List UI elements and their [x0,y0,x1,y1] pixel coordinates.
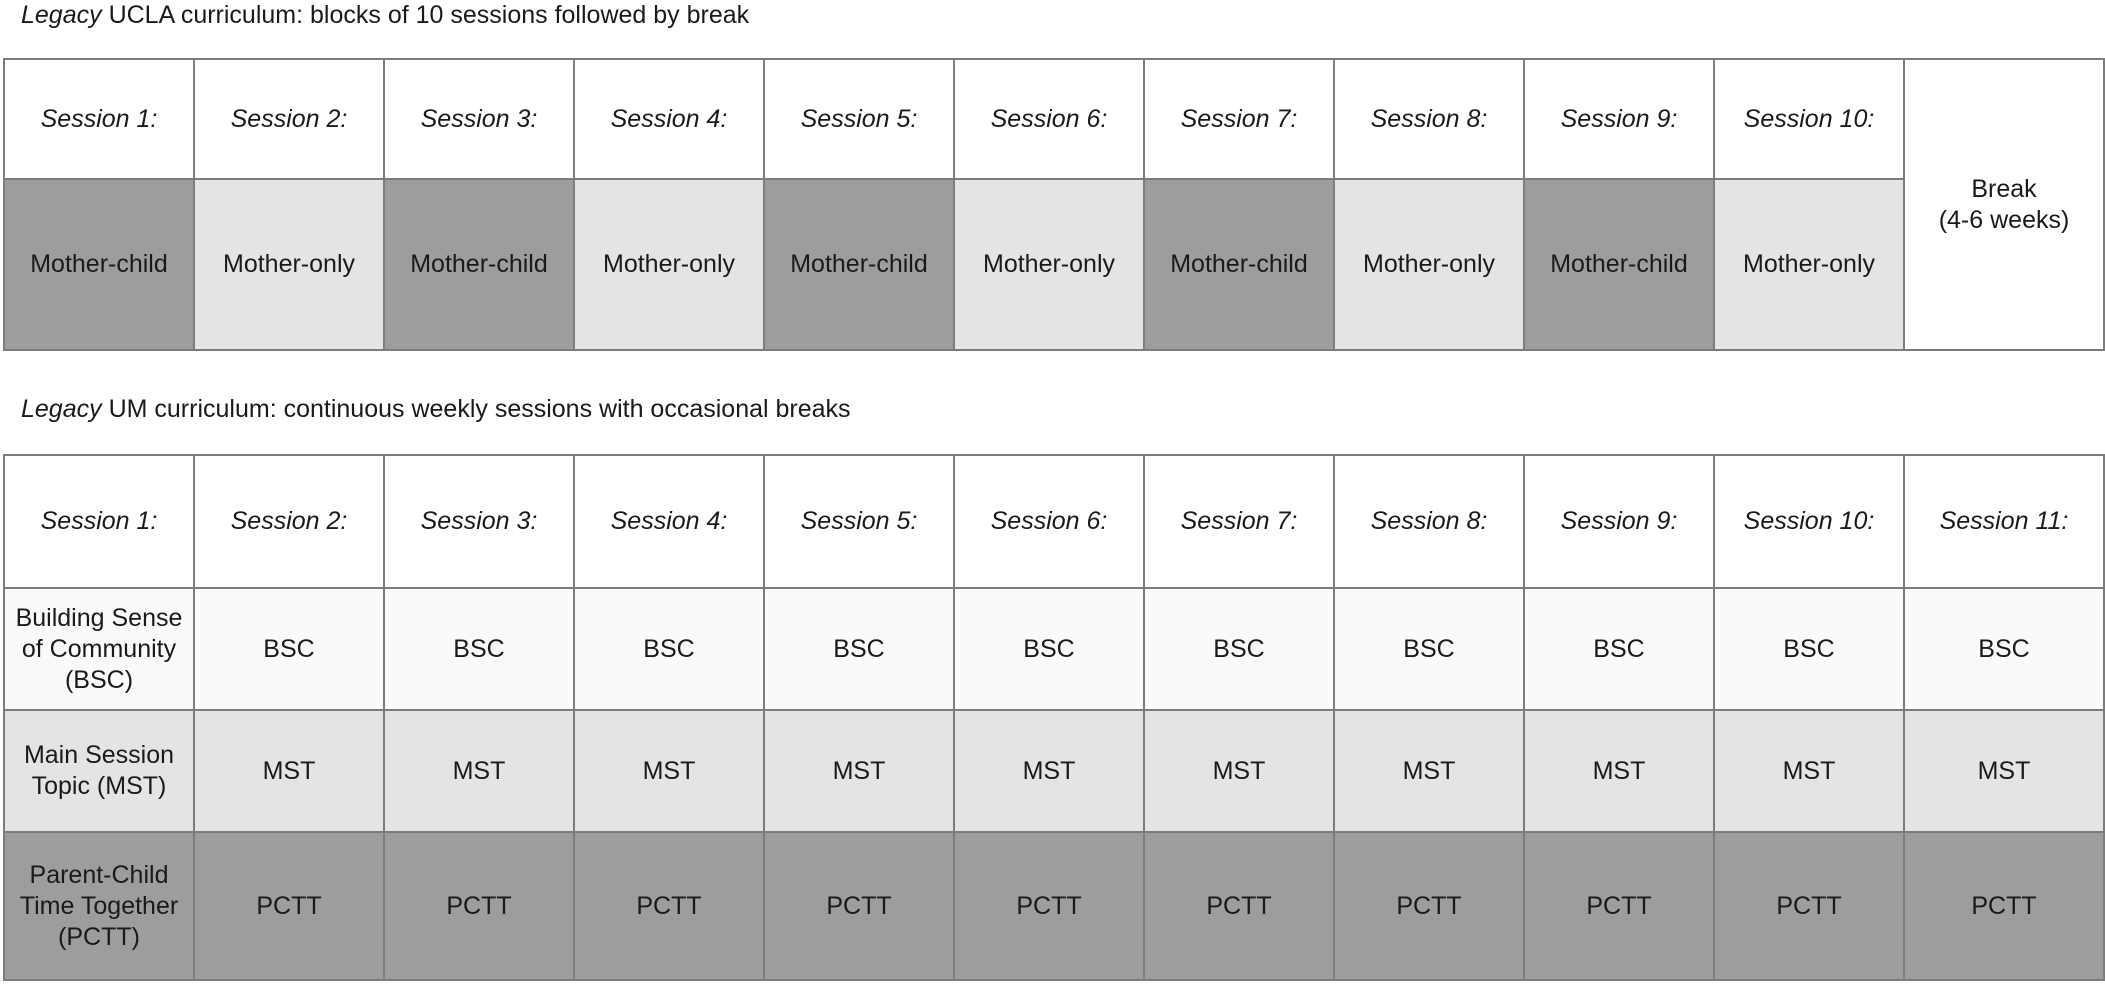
ucla-caption-text: UCLA curriculum: blocks of 10 sessions followed by break [101,1,750,29]
ucla-session-header: Session 9: [1524,59,1714,179]
um-mst-cell: MST [1714,710,1904,832]
um-pctt-cell: PCTT [1524,832,1714,980]
um-session-header: Session 11: [1904,455,2104,588]
um-session-header: Session 6: [954,455,1144,588]
um-session-header: Session 10: [1714,455,1904,588]
um-row-label: Parent-Child Time Together (PCTT) [4,832,194,980]
ucla-session-type-row [4,179,2104,350]
ucla-session-header: Session 10: [1714,59,1904,179]
um-bsc-cell: BSC [384,588,574,710]
ucla-session-type-cell: Mother-only [194,179,384,350]
um-pctt-cell: PCTT [194,832,384,980]
ucla-caption [21,0,749,30]
ucla-session-type-cell: Mother-only [1714,179,1904,350]
um-mst-cell: MST [194,710,384,832]
um-session-header: Session 8: [1334,455,1524,588]
ucla-session-type-cell: Mother-child [384,179,574,350]
ucla-session-header: Session 3: [384,59,574,179]
um-session-header: Session 4: [574,455,764,588]
um-curriculum-table [3,454,2105,981]
break-duration: (4-6 weeks) [1938,205,2070,234]
um-caption [21,394,851,424]
um-bsc-cell: BSC [764,588,954,710]
um-caption-italic: Legacy [21,395,102,423]
um-session-header: Session 7: [1144,455,1334,588]
ucla-session-header: Session 2: [194,59,384,179]
um-mst-cell: MST [1524,710,1714,832]
um-mst-cell: MST [954,710,1144,832]
um-row-label: Main Session Topic (MST) [4,710,194,832]
um-caption-text: UM curriculum: continuous weekly sessions with occasional breaks [101,395,851,423]
um-bsc-cell: BSC [1524,588,1714,710]
ucla-break-cell [1904,59,2104,350]
um-bsc-cell: BSC [1334,588,1524,710]
um-bsc-cell: BSC [574,588,764,710]
um-pctt-cell: PCTT [764,832,954,980]
ucla-session-header: Session 8: [1334,59,1524,179]
ucla-session-type-cell: Mother-child [1144,179,1334,350]
um-mst-cell: MST [384,710,574,832]
um-pctt-cell: PCTT [1144,832,1334,980]
ucla-session-header: Session 7: [1144,59,1334,179]
um-mst-cell: MST [574,710,764,832]
um-bsc-row [4,588,2104,710]
um-bsc-cell: BSC [1714,588,1904,710]
ucla-session-type-cell: Mother-child [764,179,954,350]
ucla-session-type-cell: Mother-child [1524,179,1714,350]
um-bsc-cell: BSC [1144,588,1334,710]
um-bsc-cell: BSC [194,588,384,710]
um-bsc-cell: BSC [954,588,1144,710]
um-session-header: Session 2: [194,455,384,588]
um-session-header: Session 9: [1524,455,1714,588]
um-pctt-cell: PCTT [1714,832,1904,980]
um-session-header: Session 5: [764,455,954,588]
ucla-session-header: Session 5: [764,59,954,179]
ucla-session-type-cell: Mother-only [574,179,764,350]
um-pctt-cell: PCTT [1334,832,1524,980]
um-session-header: Session 1: [4,455,194,588]
ucla-curriculum-table [3,58,2105,351]
um-pctt-row [4,832,2104,980]
um-pctt-cell: PCTT [574,832,764,980]
um-pctt-cell: PCTT [1904,832,2104,980]
um-mst-cell: MST [764,710,954,832]
um-session-header-row [4,455,2104,588]
ucla-session-header: Session 1: [4,59,194,179]
um-bsc-cell: BSC [1904,588,2104,710]
ucla-session-header-row [4,59,2104,179]
break-label: Break [1971,174,2037,203]
um-mst-cell: MST [1904,710,2104,832]
um-mst-cell: MST [1144,710,1334,832]
um-row-label: Building Sense of Community (BSC) [4,588,194,710]
ucla-session-header: Session 4: [574,59,764,179]
ucla-caption-italic: Legacy [21,1,102,29]
ucla-session-header: Session 6: [954,59,1144,179]
ucla-session-type-cell: Mother-only [1334,179,1524,350]
um-mst-cell: MST [1334,710,1524,832]
um-pctt-cell: PCTT [384,832,574,980]
um-mst-row [4,710,2104,832]
ucla-session-type-cell: Mother-child [4,179,194,350]
ucla-session-type-cell: Mother-only [954,179,1144,350]
um-session-header: Session 3: [384,455,574,588]
um-pctt-cell: PCTT [954,832,1144,980]
